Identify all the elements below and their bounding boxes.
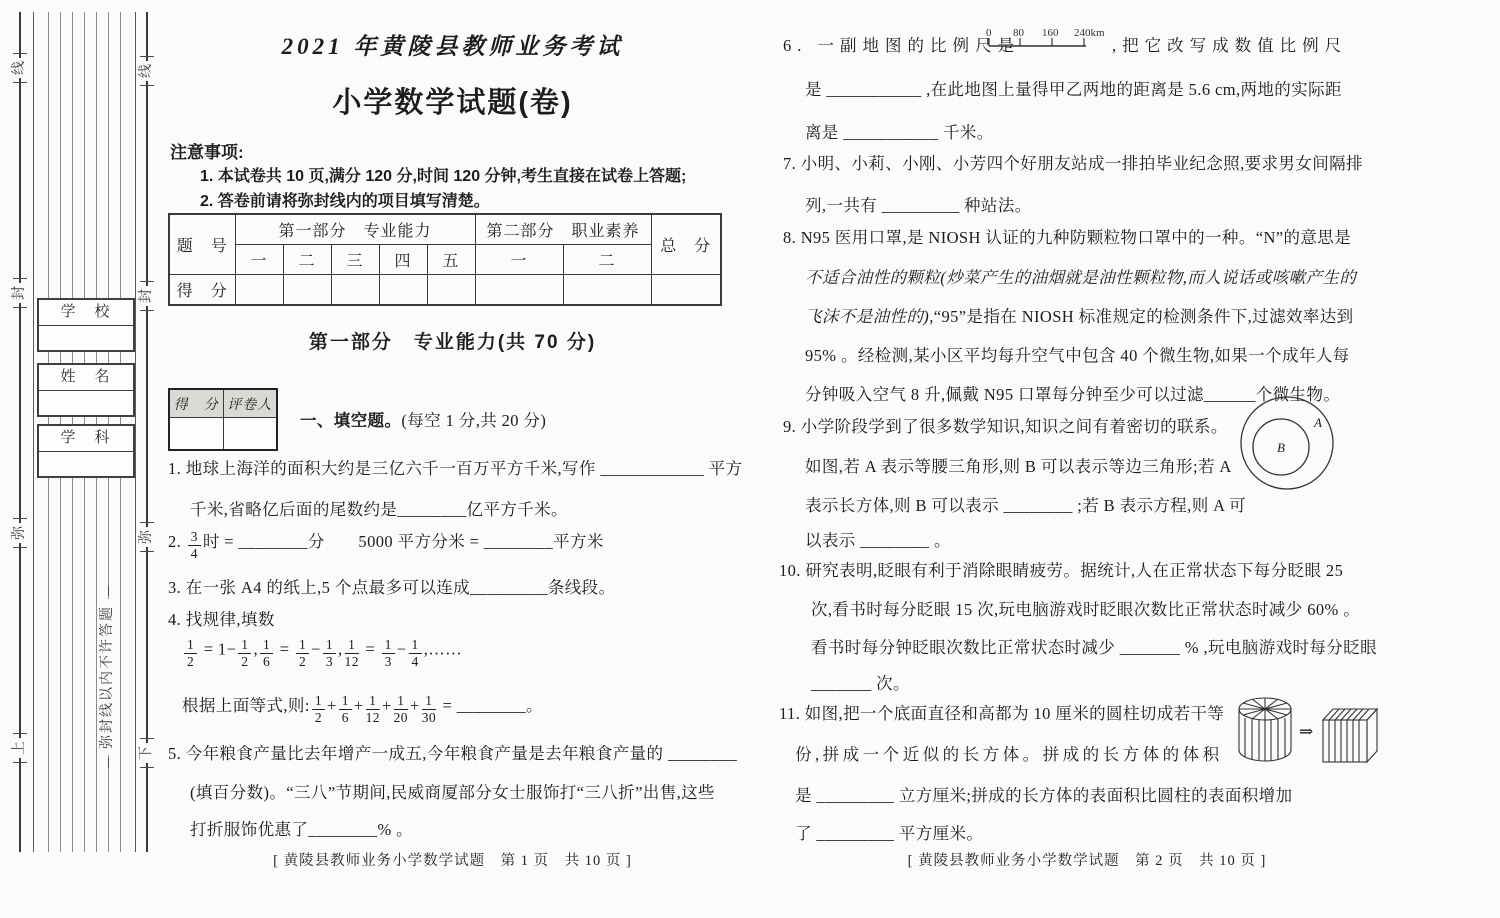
q10-line-1: 10. 研究表明,眨眼有利于消除眼睛疲劳。据统计,人在正常状态下每分眨眼 25: [779, 561, 1344, 580]
seal-char: [138, 527, 156, 547]
score-col: 二: [563, 245, 651, 275]
score-cell: [235, 275, 283, 306]
grader-score-cell: [169, 418, 223, 451]
score-col: 一: [475, 245, 563, 275]
seal-field-name: [37, 363, 135, 417]
grader-box: [168, 388, 278, 451]
fill-in-heading-bold: 一、填空题。: [300, 412, 402, 430]
score-col: 二: [283, 245, 331, 275]
seal-char: [11, 738, 29, 758]
transform-arrow: ⇒: [1299, 722, 1314, 741]
seal-field-school-input: [39, 326, 133, 350]
q8-line-5: 分钟吸入空气 8 升,佩戴 N95 口罩每分钟至少可以过滤______个微生物。: [805, 385, 1341, 404]
notice-item: 2. 答卷前请将弥封线内的项目填写清楚。: [200, 193, 490, 210]
score-table-part1: 第一部分 专业能力: [235, 214, 475, 245]
section-heading: 第一部分 专业能力(共 70 分): [308, 332, 597, 353]
seal-field-label: 姓 名: [39, 365, 133, 391]
q5-line-1: 5. 今年粮食产量比去年增产一成五,今年粮食产量是去年粮食产量的 ________: [168, 744, 738, 763]
seal-field-label: 学 校: [39, 300, 133, 326]
q6-line-3: 离是 ___________ 千米。: [805, 123, 994, 142]
q6-line-2: 是 ___________ ,在此地图上量得甲乙两地的距离是 5.6 cm,两地的实际距: [805, 80, 1342, 99]
exam-title: 2021 年黄陵县教师业务考试: [281, 34, 624, 59]
q11-line-1: 11. 如图,把一个底面直径和高都为 10 厘米的圆柱切成若干等: [779, 704, 1225, 723]
map-scale-bar: [986, 26, 1108, 52]
q11-line-4: 了 _________ 平方厘米。: [795, 824, 984, 843]
seal-field-subject: [37, 424, 135, 478]
q6-suffix: ,把它改写成数值比例尺: [1112, 36, 1348, 55]
score-cell: [283, 275, 331, 306]
score-col: 三: [331, 245, 379, 275]
q10-line-2: 次,看书时每分眨眼 15 次,玩电脑游戏时眨眼次数比正常状态时减少 60% 。: [811, 600, 1361, 619]
scale-label-240km: 240km: [1074, 27, 1105, 39]
circle-outer-label: A: [1314, 415, 1322, 430]
score-row-label: 得 分: [169, 275, 235, 306]
q7-line-1: 7. 小明、小莉、小刚、小芳四个好朋友站成一排拍毕业纪念照,要求男女间隔排: [783, 154, 1363, 173]
q4-label: 4. 找规律,填数: [168, 610, 275, 629]
q4-equation-2: 根据上面等式,则: $\frac{1}{2}$ + $\frac{1}{6}$ + $\frac{1}{12}$ + $\frac{1}{20}$ + $\frac{1}{30}$ = ________。: [182, 693, 543, 725]
score-cell: [427, 275, 475, 306]
seal-char: [138, 61, 156, 81]
score-col: 一: [235, 245, 283, 275]
seal-char-label: 弥: [139, 530, 154, 544]
q5-line-2: (填百分数)。“三八”节期间,民威商厦部分女士服饰打“三八折”出售,这些: [190, 783, 715, 802]
q9-line-1: 9. 小学阶段学到了很多数学知识,知识之间有着密切的联系。: [783, 417, 1228, 436]
seal-char-label: 封: [139, 289, 154, 303]
scale-label-160: 160: [1042, 27, 1059, 39]
score-cell: [379, 275, 427, 306]
q11-line-3: 是 _________ 立方厘米;拼成的长方体的表面积比圆柱的表面积增加: [795, 786, 1293, 805]
score-cell: [651, 275, 721, 306]
q6-prefix: 6. 一副地图的比例尺是: [783, 36, 1020, 55]
seal-char-label: 下: [139, 746, 154, 760]
grader-person-cell: [223, 418, 277, 451]
seal-line-right: [146, 12, 148, 852]
page1-footer: [ 黄陵县教师业务小学数学试题 第 1 页 共 10 页 ]: [273, 853, 632, 869]
seal-field-name-input: [39, 391, 133, 415]
q1-line-2: 千米,省略亿后面的尾数约是________亿平方千米。: [190, 500, 568, 519]
paper-title: 小学数学试题(卷): [332, 87, 573, 119]
seal-field-label: 学 科: [39, 426, 133, 452]
score-summary-table: [168, 213, 722, 306]
q11-line-2: 份,拼成一个近似的长方体。拼成的长方体的体积: [795, 745, 1223, 764]
q8-line-1: 8. N95 医用口罩,是 NIOSH 认证的九种防颗粒物口罩中的一种。“N”的意思是: [783, 228, 1352, 247]
q5-line-3: 打折服饰优惠了________% 。: [190, 820, 414, 839]
q8-line-4: 95% 。经检测,某小区平均每升空气中包含 40 个微生物,如果一个成年人每: [805, 346, 1350, 365]
score-col: 五: [427, 245, 475, 275]
score-cell: [331, 275, 379, 306]
q7-line-2: 列,一共有 _________ 种站法。: [805, 196, 1032, 215]
seal-char-label: 上: [12, 741, 27, 755]
q8-line-2: 不适合油性的颗粒(炒菜产生的油烟就是油性颗粒物,而人说话或咳嗽产生的: [805, 268, 1357, 287]
score-table-total: 总 分: [651, 214, 721, 275]
q4-equation-1: $\frac{1}{2}$ = 1− $\frac{1}{2}$ , $\frac{1}{6}$ = $\frac{1}{2}$ − $\frac{1}{3}$ , $\frac{1}{12}$ = $\frac{1}{3}$ − $\frac{1}{4}$ ,……: [182, 638, 462, 668]
seal-char-label: 线: [139, 64, 154, 78]
notice-item: 1. 本试卷共 10 页,满分 120 分,时间 120 分钟,考生直接在试卷上答题;: [200, 168, 687, 185]
score-col: 四: [379, 245, 427, 275]
grader-score-label: 得 分: [169, 389, 223, 418]
seal-char: [138, 286, 156, 306]
seal-char: [138, 743, 156, 763]
seal-notice-text: 弥封线以内不许答题: [99, 599, 117, 755]
prism-shape: [1323, 709, 1377, 762]
q8-line-3: 飞沫不是油性的),“95”是指在 NIOSH 标准规定的检测条件下,过滤效率达到: [805, 307, 1354, 326]
q10-line-3: 看书时每分钟眨眼次数比正常状态时减少 _______ % ,玩电脑游戏时每分眨眼: [811, 638, 1377, 657]
seal-field-subject-input: [39, 452, 133, 476]
q1-line-1: 1. 地球上海洋的面积大约是三亿六千一百万平方千米,写作 ____________ 平方: [168, 459, 743, 478]
score-cell: [475, 275, 563, 306]
q9-line-3: 表示长方体,则 B 可以表示 ________ ;若 B 表示方程,则 A 可: [805, 496, 1246, 515]
seal-field-school: [37, 298, 135, 352]
fill-in-heading-note: (每空 1 分,共 20 分): [401, 411, 547, 430]
score-table-part2: 第二部分 职业素养: [475, 214, 651, 245]
seal-line-left: [19, 12, 21, 852]
seal-rule-line: [135, 12, 136, 852]
concentric-circles-diagram: [1238, 394, 1338, 494]
q10-line-4: _______ 次。: [811, 674, 910, 693]
score-cell: [563, 275, 651, 306]
notice-heading: 注意事项:: [170, 143, 244, 162]
seal-char-label: 弥: [12, 526, 27, 540]
page2-footer: [ 黄陵县教师业务小学数学试题 第 2 页 共 10 页 ]: [907, 853, 1267, 869]
scale-label-80: 80: [1013, 27, 1024, 39]
seal-char-label: 线: [12, 61, 27, 75]
scale-label-0: 0: [986, 27, 992, 39]
grader-person-label: 评卷人: [223, 389, 277, 418]
seal-char: [11, 523, 29, 543]
fill-in-heading: [300, 407, 546, 431]
circle-inner-label: B: [1277, 440, 1285, 455]
seal-rule-line: [33, 12, 34, 852]
seal-char: [11, 58, 29, 78]
seal-char-label: 封: [12, 286, 27, 300]
seal-char: [11, 283, 29, 303]
cylinder-to-prism-diagram: [1233, 694, 1381, 772]
score-table-corner: 题 号: [169, 214, 235, 275]
q9-line-2: 如图,若 A 表示等腰三角形,则 B 可以表示等边三角形;若 A: [805, 457, 1232, 476]
cylinder-shape: [1239, 698, 1291, 761]
q2-line: 2. $\frac{3}{4}$ 时 = ________分 5000 平方分米 = ________平方米: [168, 529, 604, 561]
q3-line: 3. 在一张 A4 的纸上,5 个点最多可以连成_________条线段。: [168, 578, 616, 597]
q9-line-4: 以表示 ________ 。: [805, 531, 951, 550]
